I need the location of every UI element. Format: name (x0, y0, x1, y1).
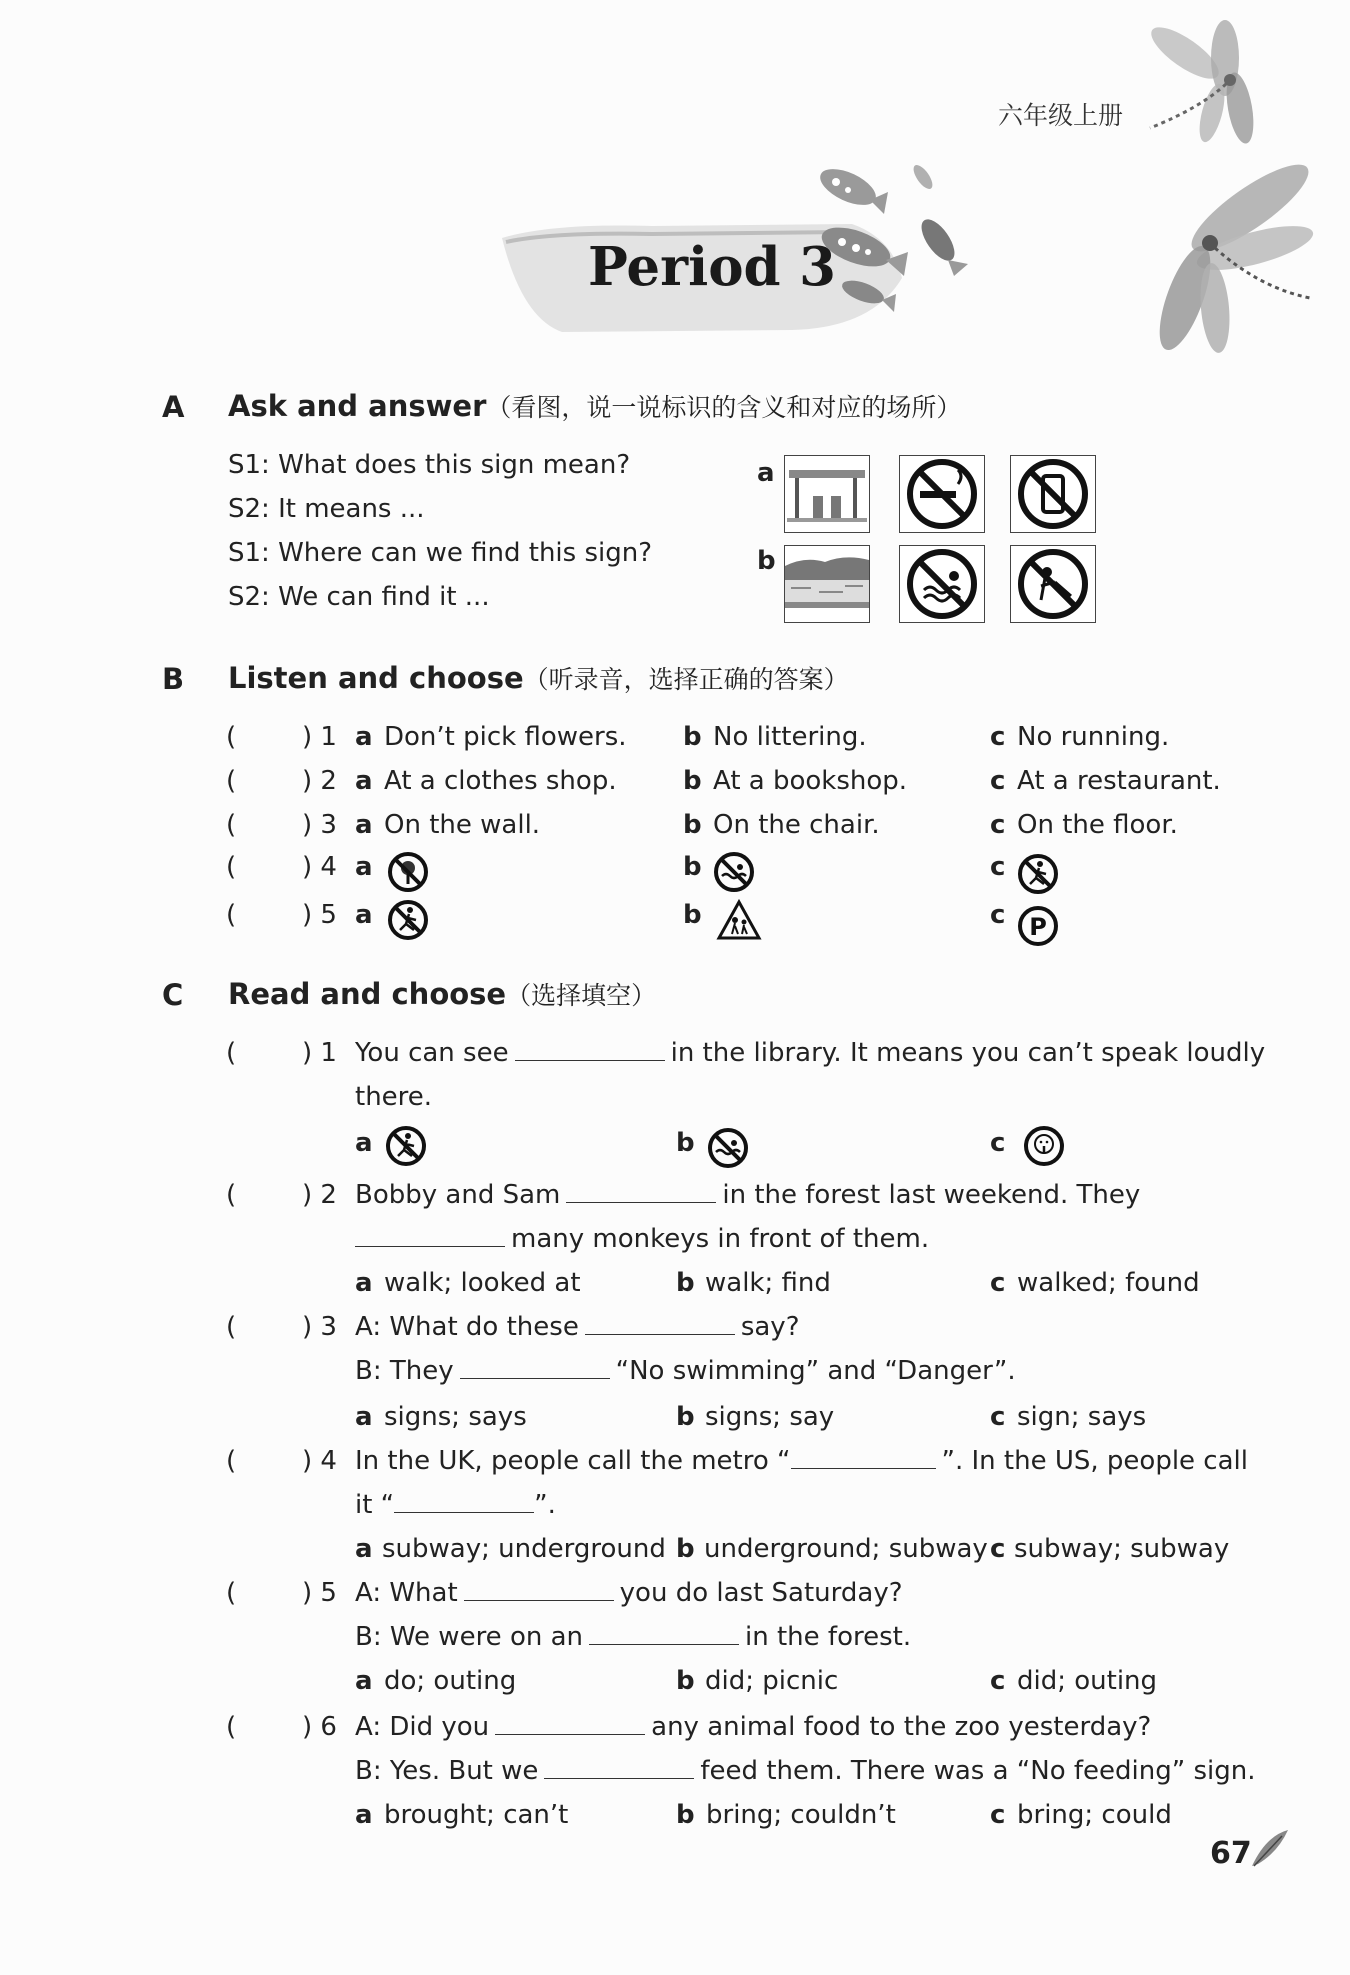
fill-blank[interactable] (355, 1224, 505, 1247)
option-b-label: b (676, 1534, 695, 1564)
item-number: ) 2 (302, 1180, 337, 1210)
question-line-1 (355, 1578, 903, 1608)
no-running-icon (1016, 852, 1060, 896)
fill-blank[interactable] (464, 1578, 614, 1601)
item-number: ) 5 (302, 900, 337, 930)
gas-station-picture (784, 455, 870, 533)
section-b-title (228, 660, 849, 696)
option-b-label: b (683, 810, 702, 840)
option-b-text: underground; subway (704, 1534, 988, 1564)
option-b-label: b (676, 1402, 695, 1432)
section-a-title-en: Ask and answer (228, 389, 487, 423)
section-c-title (228, 976, 656, 1012)
option-c-label: c (990, 1268, 1006, 1298)
no-fishing-sign-icon (1010, 545, 1096, 623)
no-swimming-icon (712, 850, 756, 894)
fill-blank[interactable] (585, 1312, 735, 1335)
question-text: say? (740, 1312, 800, 1342)
question-text: A: What do these (355, 1312, 579, 1342)
no-swimming-sign-icon (899, 545, 985, 623)
option-b-text: walk; find (705, 1268, 831, 1298)
question-text: A: Did you (355, 1712, 490, 1742)
option-c-label: c (990, 810, 1006, 840)
fish-group-icon (808, 152, 978, 322)
item-number: ) 6 (302, 1712, 337, 1742)
option-b-label: b (683, 722, 702, 752)
option-a-label: a (355, 1402, 373, 1432)
option-c-text: bring; could (1017, 1800, 1172, 1830)
option-a-text: At a clothes shop. (384, 766, 617, 796)
question-line-1 (355, 1180, 1140, 1210)
item-number: ) 3 (302, 1312, 337, 1342)
question-text: any animal food to the zoo yesterday? (651, 1712, 1152, 1742)
section-a-letter: A (162, 390, 185, 424)
item-number: ) 2 (302, 766, 337, 796)
option-b-text: did; picnic (705, 1666, 839, 1696)
svg-text:P: P (1029, 913, 1047, 941)
question-text: You can see (355, 1038, 509, 1068)
question-text: in the forest last weekend. They (722, 1180, 1141, 1210)
fill-blank[interactable] (394, 1490, 534, 1513)
option-b-label: b (676, 1800, 695, 1830)
question-text: feed them. There was a “No feeding” sign. (700, 1756, 1256, 1786)
fill-blank[interactable] (791, 1446, 936, 1469)
question-text: In the UK, people call the metro “ (355, 1446, 791, 1476)
option-a-label: a (355, 1128, 373, 1158)
answer-paren[interactable]: ( (226, 1712, 237, 1742)
option-a-label: a (355, 852, 373, 882)
option-b-label: b (676, 1268, 695, 1298)
option-a-label: a (355, 810, 373, 840)
option-b-label: b (676, 1666, 695, 1696)
fill-blank[interactable] (495, 1712, 645, 1735)
question-text: in the library. It means you can’t speak loudly (670, 1038, 1266, 1068)
no-running-icon (384, 1124, 428, 1168)
section-c-title-en: Read and choose (228, 977, 507, 1011)
option-c-label: c (990, 722, 1006, 752)
option-c-label: c (990, 1800, 1006, 1830)
question-text: B: Yes. But we (355, 1756, 539, 1786)
period-title: Period 3 (588, 236, 836, 298)
question-text: B: We were on an (355, 1622, 584, 1652)
question-line-1 (355, 1312, 800, 1342)
option-a-label: a (355, 1534, 373, 1564)
section-c-title-cn: （选择填空） (506, 981, 657, 1010)
item-number: ) 3 (302, 810, 337, 840)
children-crossing-warning-icon (716, 898, 762, 944)
option-c-text: No running. (1017, 722, 1170, 752)
option-c-label: c (990, 852, 1006, 882)
question-line-2 (355, 1490, 556, 1520)
question-text: it “ (355, 1490, 395, 1520)
option-c-label: c (990, 1128, 1006, 1158)
item-number: ) 4 (302, 1446, 337, 1476)
answer-paren[interactable]: ( (226, 1180, 237, 1210)
option-b-text: No littering. (713, 722, 867, 752)
grade-label: 六年级上册 (998, 101, 1124, 130)
option-b-text: On the chair. (713, 810, 880, 840)
no-phone-sign-icon (1010, 455, 1096, 533)
dialogue-line-2: S2: It means ... (228, 494, 425, 524)
option-a-text: subway; underground (382, 1534, 666, 1564)
question-text: ”. (534, 1490, 556, 1520)
fill-blank[interactable] (544, 1756, 694, 1779)
option-a-label: a (355, 1268, 373, 1298)
answer-paren[interactable]: ( (226, 1446, 237, 1476)
item-number: ) 5 (302, 1578, 337, 1608)
answer-paren[interactable]: ( (226, 852, 237, 882)
option-c-label: c (990, 1534, 1006, 1564)
item-number: ) 4 (302, 852, 337, 882)
section-a-title (228, 388, 961, 424)
question-text: you do last Saturday? (619, 1578, 903, 1608)
option-a-label: a (355, 766, 373, 796)
fill-blank[interactable] (460, 1356, 610, 1379)
page-number: 67 (1210, 1836, 1252, 1871)
question-text: many monkeys in front of them. (511, 1224, 930, 1254)
option-b-label: b (683, 852, 702, 882)
section-b-title-cn: （听录音，选择正确的答案） (523, 665, 849, 694)
option-c-text: On the floor. (1017, 810, 1178, 840)
question-text: ”. In the US, people call (941, 1446, 1248, 1476)
answer-paren[interactable]: ( (226, 810, 237, 840)
no-swimming-icon (706, 1126, 750, 1170)
answer-paren[interactable]: ( (226, 766, 237, 796)
question-text: A: What (355, 1578, 458, 1608)
option-a-label: a (355, 900, 373, 930)
answer-paren[interactable]: ( (226, 900, 237, 930)
no-picking-flowers-icon (386, 850, 430, 894)
answer-paren[interactable]: ( (226, 1312, 237, 1342)
option-b-text: bring; couldn’t (706, 1800, 896, 1830)
section-c-letter: C (162, 978, 184, 1012)
leaf-icon (1248, 1826, 1292, 1870)
option-b-label: b (683, 900, 702, 930)
question-line-2 (355, 1756, 1255, 1786)
dialogue-line-3: S1: Where can we find this sign? (228, 538, 653, 568)
question-text: Bobby and Sam (355, 1180, 561, 1210)
section-b-title-en: Listen and choose (228, 661, 524, 695)
answer-paren[interactable]: ( (226, 722, 237, 752)
question-line-2 (355, 1622, 911, 1652)
option-c-label: c (990, 1666, 1006, 1696)
section-a-title-cn: （看图，说一说标识的含义和对应的场所） (486, 393, 962, 422)
answer-paren[interactable]: ( (226, 1578, 237, 1608)
no-smoking-sign-icon (899, 455, 985, 533)
lake-picture (784, 545, 870, 623)
option-a-label: a (355, 722, 373, 752)
parking-sign-icon (1016, 904, 1060, 948)
section-b-letter: B (162, 662, 185, 696)
question-line-1 (355, 1712, 1151, 1742)
option-c-text: subway; subway (1014, 1534, 1230, 1564)
option-a-text: do; outing (384, 1666, 517, 1696)
option-a-text: walk; looked at (384, 1268, 581, 1298)
option-c-text: At a restaurant. (1017, 766, 1221, 796)
option-b-text: At a bookshop. (713, 766, 908, 796)
option-a-text: brought; can’t (384, 1800, 569, 1830)
option-c-label: c (990, 1402, 1006, 1432)
option-c-text: sign; says (1017, 1402, 1147, 1432)
option-b-text: signs; say (705, 1402, 835, 1432)
option-b-label: b (683, 766, 702, 796)
fill-blank[interactable] (566, 1180, 716, 1203)
option-c-text: walked; found (1017, 1268, 1200, 1298)
option-a-label: a (355, 1666, 373, 1696)
dialogue-line-1: S1: What does this sign mean? (228, 450, 631, 480)
option-c-text: did; outing (1017, 1666, 1158, 1696)
sign-row-a-label: a (757, 458, 775, 488)
question-line-1 (355, 1446, 1248, 1476)
question-line-2 (355, 1224, 929, 1254)
question-text: in the forest. (745, 1622, 912, 1652)
option-c-label: c (990, 900, 1006, 930)
item-number: ) 1 (302, 722, 337, 752)
question-text: “No swimming” and “Danger”. (615, 1356, 1016, 1386)
dragonfly-right-icon (1140, 148, 1320, 358)
keep-quiet-icon (1022, 1124, 1066, 1168)
dragonfly-top-icon (1130, 18, 1260, 158)
fill-blank[interactable] (589, 1622, 739, 1645)
option-b-label: b (676, 1128, 695, 1158)
question-text: B: They (355, 1356, 454, 1386)
question-line-2 (355, 1356, 1016, 1386)
option-a-text: signs; says (384, 1402, 527, 1432)
item-number: ) 1 (302, 1038, 337, 1068)
answer-paren[interactable]: ( (226, 1038, 237, 1068)
sign-row-b-label: b (757, 546, 776, 576)
option-a-text: Don’t pick flowers. (384, 722, 627, 752)
no-running-icon (386, 898, 430, 942)
question-line-2: there. (355, 1082, 433, 1112)
option-c-label: c (990, 766, 1006, 796)
option-a-text: On the wall. (384, 810, 541, 840)
option-a-label: a (355, 1800, 373, 1830)
fill-blank[interactable] (515, 1038, 665, 1061)
dialogue-line-4: S2: We can find it ... (228, 582, 490, 612)
question-line-1 (355, 1038, 1265, 1068)
